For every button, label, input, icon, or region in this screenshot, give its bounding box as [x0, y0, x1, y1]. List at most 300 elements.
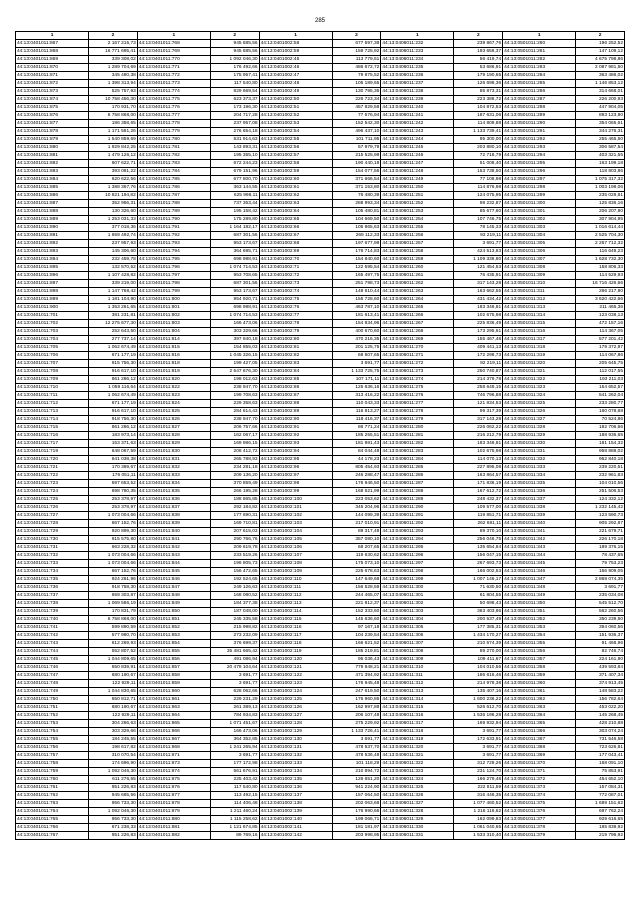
cadastral-number-cell: 44:13:0501011:344: [503, 552, 576, 560]
table-body: [16, 40, 625, 840]
cadastral-number-cell: 44:13:0501011:363: [503, 704, 576, 712]
cadastral-number-cell: 44:13:0401011:839: [137, 520, 210, 528]
cadastral-value-cell: 545 512,70: [576, 600, 625, 608]
cadastral-number-cell: 44:13:0401011:710: [16, 384, 89, 392]
cadastral-number-cell: 44:13:0408011:232: [381, 40, 454, 48]
cadastral-number-cell: 44:13:0401002:56: [259, 144, 332, 152]
cadastral-value-cell: 269 112,33: [332, 232, 381, 240]
table-row: [16, 216, 625, 224]
cadastral-number-cell: 44:13:0408011:274: [381, 376, 454, 384]
cadastral-value-cell: 104 010,56: [454, 664, 503, 672]
cadastral-number-cell: 44:13:0408011:292: [381, 520, 454, 528]
cadastral-number-cell: 44:13:0401011:725: [16, 496, 89, 504]
cadastral-number-cell: 44:13:0501011:350: [503, 600, 576, 608]
cadastral-value-cell: 956 733,30: [89, 800, 138, 808]
cadastral-number-cell: 44:13:0501011:324: [503, 392, 576, 400]
table-row: [16, 816, 625, 824]
cadastral-number-cell: 44:13:0501011:298: [503, 184, 576, 192]
cadastral-value-cell: 201 125,75: [332, 344, 381, 352]
cadastral-value-cell: 956 733,30: [89, 816, 138, 824]
table-row: [16, 608, 625, 616]
cadastral-value-cell: 238 947,70: [210, 416, 259, 424]
cadastral-number-cell: 44:13:0408011:313: [381, 688, 454, 696]
cadastral-value-cell: 107 746,75: [454, 216, 503, 224]
cadastral-number-cell: 44:13:0501011:289: [503, 112, 576, 120]
table-row: [16, 160, 625, 168]
cadastral-number-cell: 44:13:0401011:751: [16, 704, 89, 712]
cadastral-value-cell: 215 525,98: [332, 152, 381, 160]
cadastral-number-cell: 44:13:0401011:855: [137, 648, 210, 656]
cadastral-value-cell: 945 685,56: [210, 48, 259, 56]
cadastral-value-cell: 152 333,60: [332, 608, 381, 616]
table-row: [16, 688, 625, 696]
cadastral-value-cell: 114 070,13: [454, 456, 503, 464]
cadastral-number-cell: 44:13:0401002:75: [259, 296, 332, 304]
cadastral-number-cell: 44:13:0401002:118: [259, 640, 332, 648]
cadastral-number-cell: 44:13:0401002:74: [259, 288, 332, 296]
cadastral-number-cell: 44:13:0408011:294: [381, 536, 454, 544]
cadastral-number-cell: 44:13:0408011:316: [381, 712, 454, 720]
cadastral-value-cell: 79 753,23: [576, 560, 625, 568]
table-row: [16, 256, 625, 264]
table-row: [16, 392, 625, 400]
table-row: [16, 120, 625, 128]
cadastral-number-cell: 44:13:0401011:750: [16, 696, 89, 704]
cadastral-value-cell: 3 691,77: [210, 752, 259, 760]
cadastral-value-cell: 144 099,39: [332, 512, 381, 520]
cadastral-value-cell: 155 728,60: [332, 296, 381, 304]
cadastral-value-cell: 1 600 236,22: [454, 696, 503, 704]
cadastral-value-cell: 3 691,77: [576, 584, 625, 592]
cadastral-value-cell: 78 145,33: [454, 224, 503, 232]
cadastral-value-cell: 470 216,35: [332, 336, 381, 344]
cadastral-value-cell: 105 965,63: [332, 224, 381, 232]
cadastral-value-cell: 168 080,52: [210, 592, 259, 600]
cadastral-value-cell: 181 154,32: [576, 440, 625, 448]
cadastral-value-cell: 3 691,77: [454, 752, 503, 760]
cadastral-value-cell: 238 947,70: [210, 384, 259, 392]
cadastral-number-cell: 44:13:0501011:371: [503, 768, 576, 776]
cadastral-value-cell: 245 335,58: [210, 616, 259, 624]
cadastral-value-cell: 1 216 116,62: [454, 808, 503, 816]
cadastral-value-cell: 677 597,38: [332, 40, 381, 48]
cadastral-number-cell: 44:13:0401011:896: [16, 272, 89, 280]
cadastral-value-cell: 72 718,79: [454, 152, 503, 160]
table-row: [16, 744, 625, 752]
cadastral-number-cell: 44:13:0401011:793: [137, 240, 210, 248]
cadastral-value-cell: 56 419,74: [454, 56, 503, 64]
cadastral-value-cell: 266 217,90: [576, 288, 625, 296]
cadastral-number-cell: 44:13:0401011:850: [137, 608, 210, 616]
cadastral-value-cell: 113 492,15: [210, 792, 259, 800]
cadastral-number-cell: 44:13:0501011:369: [503, 752, 576, 760]
cadastral-value-cell: 154 840,60: [332, 256, 381, 264]
table-row: [16, 328, 625, 336]
cadastral-number-cell: 44:13:0401011:876: [137, 784, 210, 792]
cadastral-value-cell: 364 695,71: [210, 248, 259, 256]
cadastral-number-cell: 44:13:0401011:726: [16, 504, 89, 512]
cadastral-value-cell: 170 389,67: [89, 464, 138, 472]
cadastral-value-cell: 176 946,50: [332, 480, 381, 488]
cadastral-number-cell: 44:13:0408011:269: [381, 336, 454, 344]
cadastral-number-cell: 44:13:0408011:275: [381, 384, 454, 392]
cadastral-value-cell: 177 385,31: [454, 624, 503, 632]
cadastral-value-cell: 79 875,52: [332, 72, 381, 80]
cadastral-value-cell: 697 653,52: [89, 480, 138, 488]
cadastral-value-cell: 397 940,18: [210, 336, 259, 344]
table-row: [16, 680, 625, 688]
cadastral-number-cell: 44:13:0401002:137: [259, 792, 332, 800]
cadastral-number-cell: 44:13:0501011:353: [503, 624, 576, 632]
cadastral-number-cell: 44:13:0408011:314: [381, 696, 454, 704]
cadastral-value-cell: 954 920,71: [210, 296, 259, 304]
cadastral-value-cell: 169 932,94: [454, 720, 503, 728]
cadastral-value-cell: 239 867,76: [454, 40, 503, 48]
cadastral-number-cell: 44:13:0401011:778: [137, 120, 210, 128]
cadastral-value-cell: 364 352,85: [210, 736, 259, 744]
cadastral-number-cell: 44:13:0401002:71: [259, 264, 332, 272]
cadastral-value-cell: 181 981,43: [332, 440, 381, 448]
cadastral-value-cell: 805 454,93: [332, 464, 381, 472]
cadastral-number-cell: 44:13:0408011:331: [381, 832, 454, 840]
table-row: [16, 624, 625, 632]
cadastral-value-cell: 77 108,98: [454, 176, 503, 184]
cadastral-value-cell: 247 619,50: [332, 688, 381, 696]
cadastral-value-cell: 623 373,37: [210, 96, 259, 104]
cadastral-value-cell: 195 158,42: [210, 208, 259, 216]
cadastral-number-cell: 44:13:0408011:240: [381, 104, 454, 112]
cadastral-number-cell: 44:13:0401011:785: [137, 176, 210, 184]
cadastral-number-cell: 44:13:0408011:234: [381, 56, 454, 64]
cadastral-value-cell: 185 838,92: [576, 824, 625, 832]
cadastral-number-cell: 44:13:0401011:781: [137, 144, 210, 152]
table-row: [16, 352, 625, 360]
cadastral-number-cell: 44:13:0401002:106: [259, 544, 332, 552]
cadastral-value-cell: 1 062 674,49: [89, 344, 138, 352]
cadastral-number-cell: 44:13:0408011:296: [381, 552, 454, 560]
cadastral-number-cell: 44:13:0501011:361: [503, 688, 576, 696]
table-row: [16, 784, 625, 792]
cadastral-number-cell: 44:13:0501011:356: [503, 648, 576, 656]
cadastral-value-cell: 114 406,48: [210, 800, 259, 808]
cadastral-number-cell: 44:13:0501011:293: [503, 144, 576, 152]
column-header-value: 2: [576, 32, 625, 40]
cadastral-value-cell: 166 473,06: [210, 320, 259, 328]
cadastral-value-cell: 168 091,10: [576, 760, 625, 768]
cadastral-number-cell: 44:13:0401011:880: [16, 144, 89, 152]
cadastral-value-cell: 123 038,13: [576, 312, 625, 320]
cadastral-number-cell: 44:13:0401011:827: [137, 424, 210, 432]
cadastral-value-cell: 167 612,72: [454, 488, 503, 496]
cadastral-number-cell: 44:13:0501011:281: [503, 48, 576, 56]
cadastral-value-cell: 209 136,20: [210, 472, 259, 480]
cadastral-number-cell: 44:13:0401002:63: [259, 200, 332, 208]
cadastral-value-cell: 10 758 456,30: [89, 96, 138, 104]
cadastral-value-cell: 162 997,88: [332, 704, 381, 712]
cadastral-number-cell: 44:13:0501011:355: [503, 640, 576, 648]
cadastral-number-cell: 44:13:0401011:886: [16, 192, 89, 200]
cadastral-number-cell: 44:13:0401011:874: [137, 768, 210, 776]
cadastral-value-cell: 463 787,10: [332, 304, 381, 312]
cadastral-number-cell: 44:13:0401011:791: [137, 224, 210, 232]
table-row: [16, 728, 625, 736]
cadastral-value-cell: 526 612,70: [454, 704, 503, 712]
cadastral-number-cell: 44:13:0401011:831: [137, 456, 210, 464]
cadastral-value-cell: 162 099,83: [454, 816, 503, 824]
cadastral-number-cell: 44:13:0401002:53: [259, 120, 332, 128]
cadastral-value-cell: 273 232,09: [210, 632, 259, 640]
cadastral-value-cell: 371 153,80: [332, 184, 381, 192]
cadastral-number-cell: 44:13:0501011:299: [503, 192, 576, 200]
cadastral-number-cell: 44:13:0501011:328: [503, 424, 576, 432]
cadastral-number-cell: 44:13:0408011:329: [381, 816, 454, 824]
cadastral-number-cell: 44:13:0401011:713: [16, 408, 89, 416]
cadastral-value-cell: 1 073 004,66: [89, 512, 138, 520]
cadastral-number-cell: 44:13:0401002:95: [259, 456, 332, 464]
cadastral-number-cell: 44:13:0401011:851: [137, 616, 210, 624]
table-row: [16, 264, 625, 272]
cadastral-number-cell: 44:13:0501011:335: [503, 480, 576, 488]
table-row: [16, 808, 625, 816]
cadastral-value-cell: 174 696,90: [89, 760, 138, 768]
cadastral-number-cell: 44:13:0408011:267: [381, 320, 454, 328]
cadastral-value-cell: 165 497,75: [332, 272, 381, 280]
cadastral-value-cell: 229 358,63: [210, 400, 259, 408]
cadastral-value-cell: 916 617,10: [89, 368, 138, 376]
cadastral-number-cell: 44:13:0401002:131: [259, 744, 332, 752]
cadastral-number-cell: 44:13:0401011:899: [16, 296, 89, 304]
cadastral-number-cell: 44:13:0501011:340: [503, 520, 576, 528]
cadastral-value-cell: 95 036,43: [332, 656, 381, 664]
cadastral-value-cell: 130 326,60: [89, 208, 138, 216]
cadastral-value-cell: 1 016 614,44: [576, 224, 625, 232]
cadastral-value-cell: 104 872,53: [454, 104, 503, 112]
cadastral-value-cell: 126 698,36: [454, 80, 503, 88]
cadastral-number-cell: 44:13:0401011:889: [16, 216, 89, 224]
table-row: [16, 600, 625, 608]
cadastral-value-cell: 350 239,50: [576, 616, 625, 624]
cadastral-value-cell: 1 073 004,66: [89, 552, 138, 560]
cadastral-number-cell: 44:13:0401002:90: [259, 416, 332, 424]
cadastral-number-cell: 44:13:0408011:283: [381, 448, 454, 456]
cadastral-number-cell: 44:13:0408011:268: [381, 328, 454, 336]
cadastral-value-cell: 156 472,65: [210, 568, 259, 576]
column-header-number: 1: [16, 32, 89, 40]
cadastral-value-cell: 314 668,01: [576, 88, 625, 96]
cadastral-number-cell: 44:13:0401002:120: [259, 656, 332, 664]
cadastral-value-cell: 173 196,30: [210, 104, 259, 112]
cadastral-number-cell: 44:13:0408011:321: [381, 752, 454, 760]
cadastral-number-cell: 44:13:0401011:852: [137, 624, 210, 632]
cadastral-value-cell: 672 244,23: [210, 160, 259, 168]
cadastral-number-cell: 44:13:0408011:295: [381, 544, 454, 552]
cadastral-number-cell: 44:13:0408011:277: [381, 400, 454, 408]
cadastral-number-cell: 44:13:0401002:46: [259, 64, 332, 72]
cadastral-value-cell: 307 904,95: [576, 216, 625, 224]
cadastral-number-cell: 44:13:0401011:787: [137, 192, 210, 200]
cadastral-number-cell: 44:13:0401002:96: [259, 464, 332, 472]
cadastral-number-cell: 44:13:0401002:50: [259, 96, 332, 104]
table-row: [16, 464, 625, 472]
cadastral-number-cell: 44:13:0401011:834: [137, 480, 210, 488]
cadastral-value-cell: 223 388,72: [454, 96, 503, 104]
cadastral-value-cell: 227 895,08: [454, 464, 503, 472]
cadastral-number-cell: 44:13:0401011:702: [16, 320, 89, 328]
cadastral-value-cell: 1 540 859,69: [89, 136, 138, 144]
cadastral-value-cell: 231 124,70: [454, 768, 503, 776]
cadastral-number-cell: 44:13:0401011:745: [16, 656, 89, 664]
cadastral-value-cell: 1 398 313,94: [89, 80, 138, 88]
cadastral-value-cell: 607 622,71: [89, 160, 138, 168]
cadastral-number-cell: 44:13:0401002:97: [259, 472, 332, 480]
cadastral-value-cell: 166 909,05: [576, 568, 625, 576]
cadastral-number-cell: 44:13:0501011:283: [503, 64, 576, 72]
cadastral-value-cell: 698 780,35: [89, 488, 138, 496]
cadastral-value-cell: 381 231,81: [89, 312, 138, 320]
cadastral-number-cell: 44:13:0408011:290: [381, 504, 454, 512]
cadastral-value-cell: 650 839,91: [89, 664, 138, 672]
cadastral-number-cell: 44:13:0401011:882: [137, 832, 210, 840]
table-row: [16, 288, 625, 296]
cadastral-number-cell: 44:13:0501011:323: [503, 384, 576, 392]
cadastral-value-cell: 158 806,33: [576, 264, 625, 272]
cadastral-value-cell: 176 990,66: [332, 808, 381, 816]
cadastral-value-cell: 531 914,63: [210, 136, 259, 144]
table-row: [16, 720, 625, 728]
cadastral-number-cell: 44:13:0401011:792: [137, 232, 210, 240]
cadastral-number-cell: 44:13:0408011:258: [381, 248, 454, 256]
column-header-value: 2: [332, 32, 381, 40]
cadastral-value-cell: 951 226,83: [89, 784, 138, 792]
table-row: [16, 128, 625, 136]
cadastral-value-cell: 188 865,85: [210, 496, 259, 504]
cadastral-number-cell: 44:13:0401011:719: [16, 448, 89, 456]
table-row: [16, 80, 625, 88]
cadastral-value-cell: 93 219,11: [454, 232, 503, 240]
cadastral-value-cell: 71 630,50: [454, 584, 503, 592]
cadastral-value-cell: 261 389,13: [210, 704, 259, 712]
cadastral-number-cell: 44:13:0401011:703: [16, 328, 89, 336]
cadastral-value-cell: 186 358,65: [89, 120, 138, 128]
cadastral-value-cell: 1 107 428,82: [89, 272, 138, 280]
cadastral-number-cell: 44:13:0401002:132: [259, 752, 332, 760]
cadastral-value-cell: 2 547 676,30: [210, 368, 259, 376]
cadastral-number-cell: 44:13:0401011:714: [16, 416, 89, 424]
cadastral-value-cell: 189 376,15: [576, 544, 625, 552]
cadastral-value-cell: 84 044,48: [332, 448, 381, 456]
cadastral-number-cell: 44:13:0401011:782: [137, 152, 210, 160]
cadastral-number-cell: 44:13:0401002:83: [259, 360, 332, 368]
cadastral-number-cell: 44:13:0408011:253: [381, 208, 454, 216]
cadastral-value-cell: 114 876,98: [454, 184, 503, 192]
table-row: [16, 552, 625, 560]
cadastral-number-cell: 44:13:0501011:339: [503, 512, 576, 520]
cadastral-value-cell: 491 086,94: [210, 656, 259, 664]
cadastral-number-cell: 44:13:0401011:711: [16, 392, 89, 400]
cadastral-value-cell: 200 537,49: [454, 616, 503, 624]
column-header-value: 2: [89, 32, 138, 40]
table-row: [16, 136, 625, 144]
cadastral-value-cell: 916 617,10: [89, 408, 138, 416]
cadastral-value-cell: 109 411,67: [454, 656, 503, 664]
cadastral-value-cell: 119 630,62: [332, 552, 381, 560]
table-row: [16, 200, 625, 208]
cadastral-number-cell: 44:13:0501011:301: [503, 208, 576, 216]
cadastral-value-cell: 118 416,37: [332, 416, 381, 424]
cadastral-number-cell: 44:13:0401002:45: [259, 56, 332, 64]
cadastral-number-cell: 44:13:0408011:260: [381, 264, 454, 272]
cadastral-number-cell: 44:13:0401002:54: [259, 128, 332, 136]
cadastral-value-cell: 2 525 704,30: [576, 232, 625, 240]
cadastral-value-cell: 1 211 460,24: [210, 808, 259, 816]
cadastral-number-cell: 44:13:0501011:376: [503, 808, 576, 816]
cadastral-value-cell: 206 207,90: [576, 208, 625, 216]
table-row: [16, 520, 625, 528]
cadastral-number-cell: 44:13:0401002:93: [259, 440, 332, 448]
cadastral-number-cell: 44:13:0401002:99: [259, 488, 332, 496]
cadastral-number-cell: 44:13:0408011:291: [381, 512, 454, 520]
cadastral-value-cell: 3 691,77: [454, 744, 503, 752]
cadastral-value-cell: 114 367,05: [576, 328, 625, 336]
cadastral-number-cell: 44:13:0408011:319: [381, 736, 454, 744]
cadastral-number-cell: 44:13:0401002:105: [259, 536, 332, 544]
cadastral-number-cell: 44:13:0401002:115: [259, 616, 332, 624]
cadastral-number-cell: 44:13:0401011:833: [137, 472, 210, 480]
cadastral-number-cell: 44:13:0408011:306: [381, 632, 454, 640]
cadastral-value-cell: 2 267 712,32: [576, 240, 625, 248]
cadastral-number-cell: 44:13:0401011:857: [137, 664, 210, 672]
cadastral-number-cell: 44:13:0401011:868: [137, 744, 210, 752]
cadastral-value-cell: 277 737,14: [89, 336, 138, 344]
table-row: [16, 664, 625, 672]
cadastral-value-cell: 122 595,54: [332, 264, 381, 272]
cadastral-number-cell: 44:13:0401011:835: [137, 488, 210, 496]
table-row: [16, 544, 625, 552]
cadastral-number-cell: 44:13:0401011:825: [137, 408, 210, 416]
cadastral-number-cell: 44:13:0401011:818: [137, 360, 210, 368]
cadastral-value-cell: 1 077 460,52: [454, 800, 503, 808]
cadastral-number-cell: 44:13:0501011:325: [503, 400, 576, 408]
cadastral-value-cell: 169 986,15: [210, 440, 259, 448]
cadastral-number-cell: 44:13:0401011:731: [16, 544, 89, 552]
cadastral-value-cell: 125 836,16: [576, 200, 625, 208]
cadastral-value-cell: 166 473,06: [210, 728, 259, 736]
cadastral-value-cell: 10 821 194,82: [89, 192, 138, 200]
cadastral-value-cell: 190 440,19: [332, 160, 381, 168]
cadastral-number-cell: 44:13:0501011:342: [503, 536, 576, 544]
cadastral-value-cell: 680 190,67: [89, 672, 138, 680]
cadastral-number-cell: 44:13:0501011:306: [503, 248, 576, 256]
cadastral-number-cell: 44:13:0501011:333: [503, 464, 576, 472]
cadastral-value-cell: 215 998,82: [210, 624, 259, 632]
cadastral-value-cell: 370 859,49: [210, 480, 259, 488]
cadastral-value-cell: 339 219,00: [89, 280, 138, 288]
cadastral-number-cell: 44:13:0401011:854: [137, 640, 210, 648]
cadastral-value-cell: 107 171,11: [332, 376, 381, 384]
cadastral-number-cell: 44:13:0501011:282: [503, 56, 576, 64]
table-row: [16, 96, 625, 104]
cadastral-number-cell: 44:13:0501011:346: [503, 568, 576, 576]
cadastral-number-cell: 44:13:0401011:730: [16, 536, 89, 544]
cadastral-number-cell: 44:13:0401011:877: [137, 792, 210, 800]
cadastral-number-cell: 44:13:0401011:841: [137, 536, 210, 544]
cadastral-value-cell: 1 074 714,53: [210, 264, 259, 272]
cadastral-number-cell: 44:13:0501011:354: [503, 632, 576, 640]
cadastral-number-cell: 44:13:0408011:266: [381, 312, 454, 320]
cadastral-value-cell: 671 238,33: [89, 824, 138, 832]
cadastral-number-cell: 44:13:0401011:881: [137, 824, 210, 832]
cadastral-value-cell: 195 355,10: [210, 152, 259, 160]
